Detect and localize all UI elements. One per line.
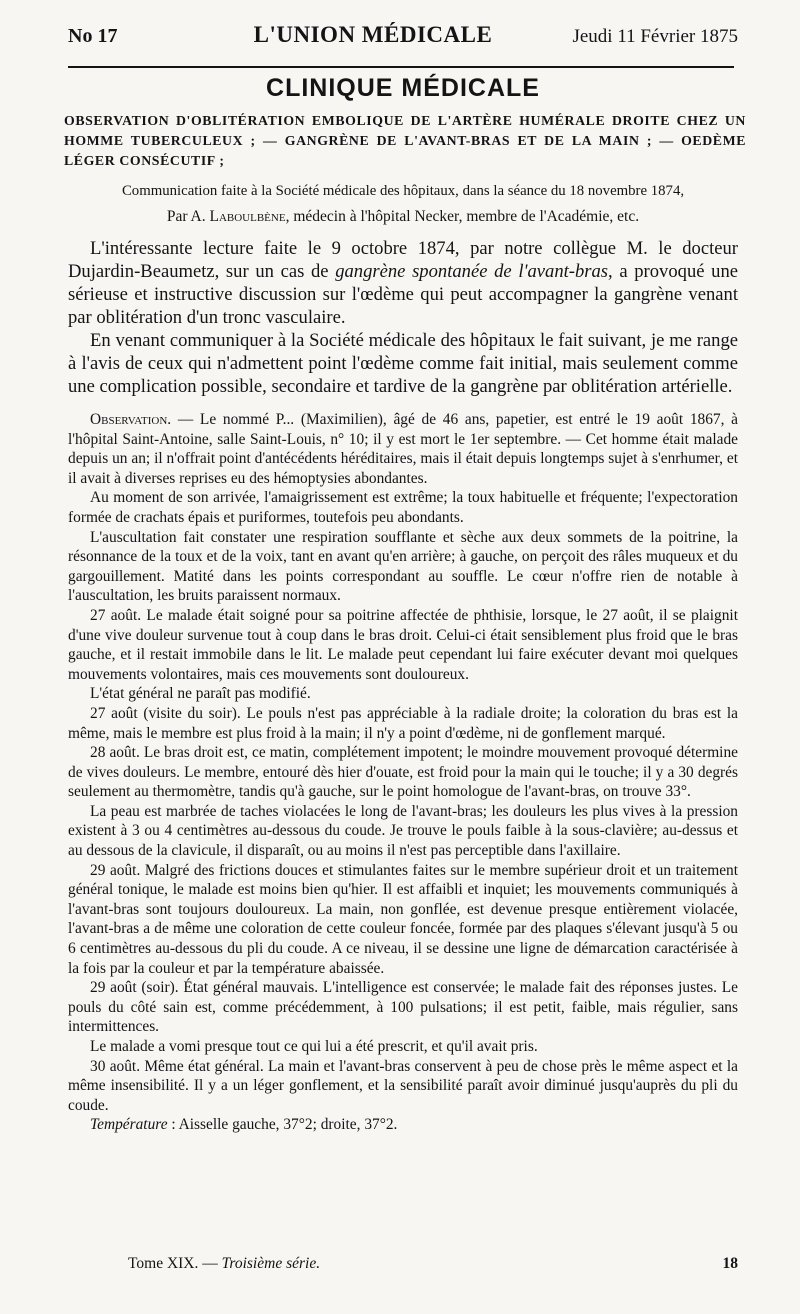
running-header bbox=[68, 22, 738, 56]
series-info bbox=[128, 1255, 320, 1273]
page-number: 18 bbox=[722, 1255, 738, 1272]
observation-paragraph: L'état général ne paraît pas modifié. bbox=[90, 685, 311, 703]
introduction bbox=[68, 237, 738, 398]
observation-paragraph: L'auscultation fait constater une respiration soufflante et sèche aux deux sommets de la poitrine, la résonnance de la toux et de la voix, tant en avant qu'en arrière; à gauche, on perçoit des râles muqueux et du gargouillement. Matité dans les points correspondant au souffle. Le cœur n'offre rien de notable à l'auscultation, les bruits paraissent normaux. bbox=[68, 528, 738, 605]
intro-text: L'intéressante lecture faite le 9 octobre 1874, par notre collègue M. le docteur Dujardin-Beaumetz, sur un cas de bbox=[68, 238, 738, 282]
intro-text: , a provoqué une sérieuse et instructive discussion sur l'œdème qui peut accompagner la gangrène venant par oblitération d'un tronc vasculaire. bbox=[68, 261, 738, 328]
observation-paragraph bbox=[68, 410, 738, 488]
temperature-line bbox=[68, 1115, 738, 1135]
tome-label: Tome XIX. — bbox=[128, 1255, 222, 1272]
author-name: Laboulbène bbox=[209, 208, 286, 225]
observation-paragraph: 27 août (visite du soir). Le pouls n'est pas appréciable à la radiale droite; la coloration du bras est la même, mais le membre est plus froid à la main; il n'y a point d'œdème, ni de gonflement marqué. bbox=[68, 704, 738, 742]
observation bbox=[68, 410, 738, 1135]
page-footer bbox=[128, 1255, 738, 1273]
journal-title: L'UNION MÉDICALE bbox=[253, 22, 493, 47]
article-title: OBSERVATION D'OBLITÉRATION EMBOLIQUE DE L'ARTÈRE HUMÉRALE DROITE CHEZ UN HOMME TUBERCULEUX ; — GANGRÈNE DE L'AVANT-BRAS ET DE LA MAIN ; — OEDÈME LÉGER CONSÉCUTIF ; bbox=[64, 113, 746, 168]
observation-paragraph: 29 août (soir). État général mauvais. L'intelligence est conservée; le malade fait des réponses justes. Le pouls du côté sain est, comme précédemment, à 100 pulsations; il est petit, faible, mais régulier, sans intermittences. bbox=[68, 979, 738, 1036]
observation-text: — Le nommé P... (Maximilien), âgé de 46 ans, papetier, est entré le 19 août 1867, à l'hôpital Saint-Antoine, salle Saint-Louis, n° 10; il y est mort le 1er septembre. — Cet homme était malade depuis un an; il n'offrait point d'antécédents héréditaires, mais il était depuis longtemps sujet à s'enrhumer, et il avait à diverses reprises eu des hémoptysies abondantes. bbox=[68, 411, 738, 487]
temperature-label: Température bbox=[90, 1116, 168, 1134]
issue-date: Jeudi 11 Février 1875 bbox=[572, 26, 738, 47]
intro-paragraph: En venant communiquer à la Société médicale des hôpitaux le fait suivant, je me range à l'avis de ceux qui n'admettent point l'œdème comme fait initial, mais seulement comme une complication possible, secondaire et tardive de la gangrène par oblitération artérielle. bbox=[68, 330, 738, 397]
communication-note: Communication faite à la Société médicale des hôpitaux, dans la séance du 18 novembre 1874, bbox=[121, 183, 685, 199]
section-heading: CLINIQUE MÉDICALE bbox=[266, 74, 540, 102]
intro-paragraph bbox=[68, 237, 738, 329]
intro-emphasis: gangrène spontanée de l'avant-bras bbox=[335, 261, 609, 282]
header-rule bbox=[68, 66, 734, 68]
author-prefix: Par A. bbox=[166, 208, 210, 225]
temperature-text: : Aisselle gauche, 37°2; droite, 37°2. bbox=[167, 1116, 398, 1134]
observation-paragraph: 30 août. Même état général. La main et l'avant-bras conservent à peu de chose près le même aspect et la même insensibilité. Il y a un léger gonflement, et la sensibilité paraît avoir diminué jusqu'auprès du pli du coude. bbox=[68, 1057, 738, 1114]
observation-paragraph: Au moment de son arrivée, l'amaigrissement est extrême; la toux habituelle et fréquente; l'expectoration formée de crachats épais et puriformes, toutefois peu abondants. bbox=[68, 489, 738, 526]
observation-lead: Observation. bbox=[90, 411, 172, 428]
observation-paragraph: 28 août. Le bras droit est, ce matin, complétement impotent; le moindre mouvement provoqué détermine de vives douleurs. Le membre, entouré dès hier d'ouate, est froid pour la main qui le touche; il y a 30 degrés seulement au thermomètre, tandis qu'à gauche, sur le point homologue de l'avant-bras, on trouve 33°. bbox=[68, 744, 738, 801]
series-label: Troisième série. bbox=[221, 1255, 321, 1272]
observation-paragraph: 27 août. Le malade était soigné pour sa poitrine affectée de phthisie, lorsque, le 27 août, il se plaignit d'une vive douleur survenue tout à coup dans le bras droit. Celui-ci était sensiblement plus froid que le bras gauche, et il restait immobile dans le lit. Le malade peut cependant lui faire exécuter devant moi quelques mouvements volontaires, mais ces mouvements sont douloureux. bbox=[68, 606, 738, 683]
author-line bbox=[68, 207, 738, 227]
observation-paragraph: La peau est marbrée de taches violacées le long de l'avant-bras; les douleurs les plus vives à la pression existent à 3 ou 4 centimètres au-dessous du coude. Je trouve le pouls faible à la sous-clavière; au-dessus et au dessous de la clavicule, il disparaît, ou au moins il n'est pas perceptible dans l'axillaire. bbox=[68, 802, 738, 860]
author-suffix: , médecin à l'hôpital Necker, membre de l'Académie, etc. bbox=[285, 208, 640, 225]
observation-paragraph: Le malade a vomi presque tout ce qui lui a été prescrit, et qu'il avait pris. bbox=[90, 1038, 538, 1055]
observation-paragraph: 29 août. Malgré des frictions douces et stimulantes faites sur le membre supérieur droit et un traitement général tonique, le malade est moins bien qu'hier. Il est affaibli et inquiet; les mouvements communiqués à l'avant-bras sont toujours douloureux. La main, non gonflée, est devenue presque entièrement violacée, l'avant-bras a de même une coloration de cette couleur foncée, formée par des plaques s'élevant jusqu'à 5 ou 6 centimètres au-dessous du pli du coude. A ce niveau, il se dessine une ligne de démarcation caractérisée à la fois par la couleur et par la température abaissée. bbox=[68, 861, 738, 977]
issue-number: No 17 bbox=[68, 25, 118, 47]
